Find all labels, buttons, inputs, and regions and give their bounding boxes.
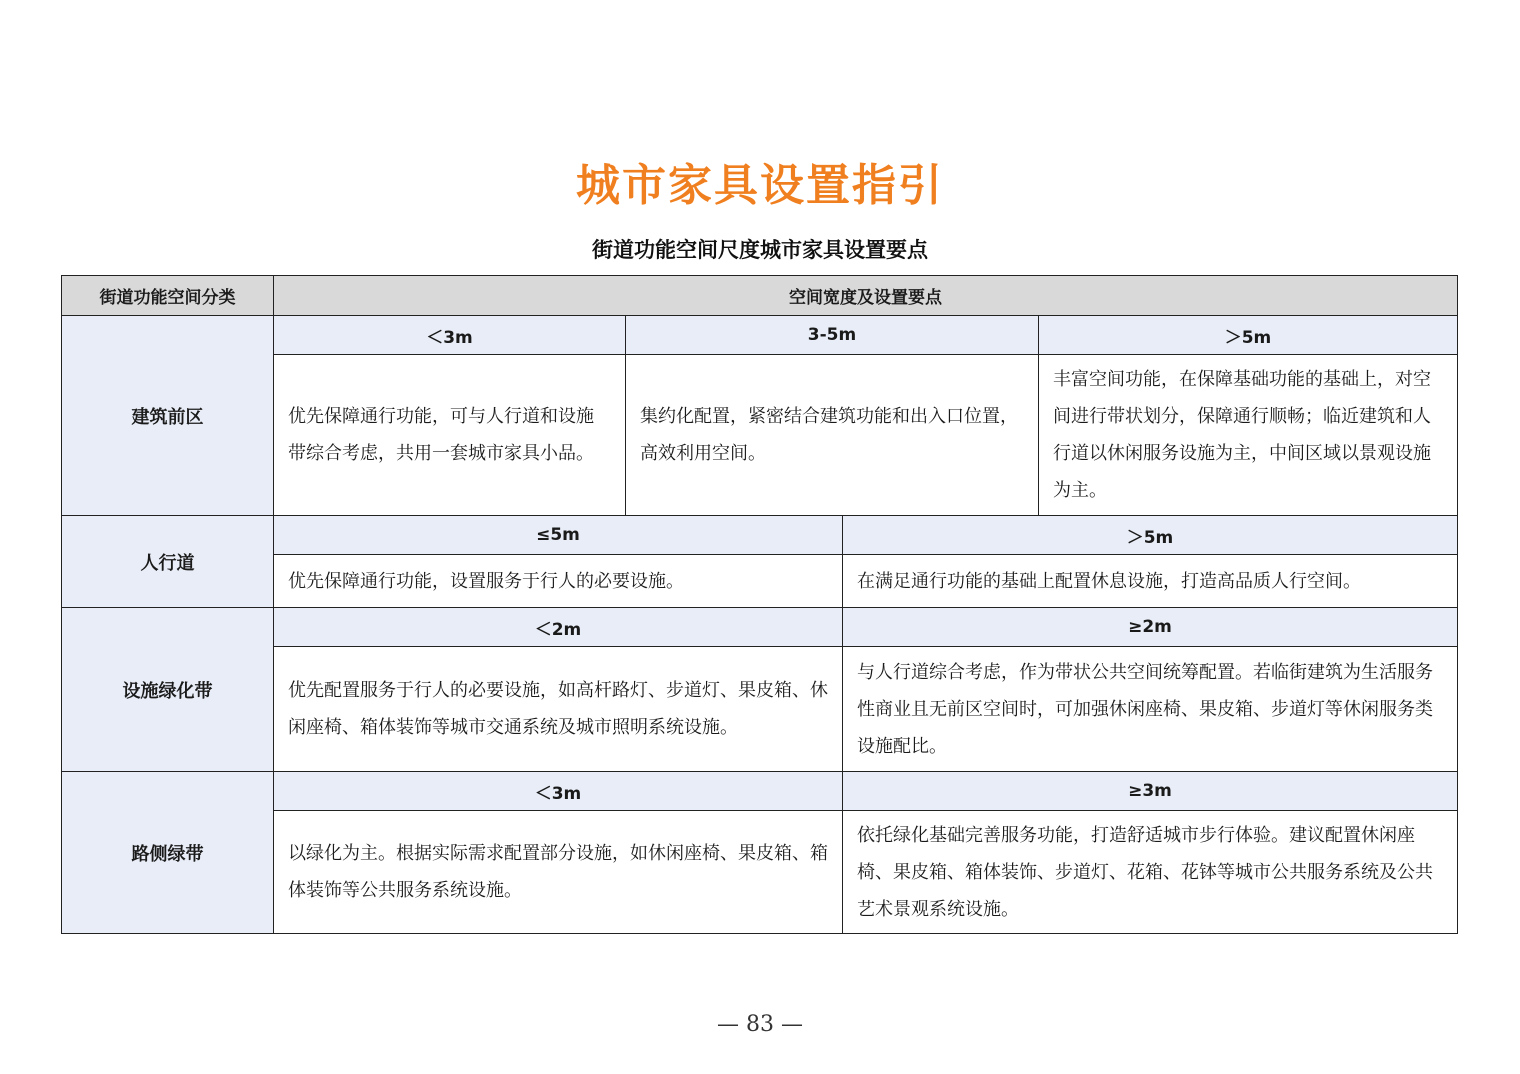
category-cell: 路侧绿带	[62, 772, 274, 934]
table-row	[62, 772, 1458, 811]
table-row	[62, 516, 1458, 555]
width-cell: 3-5m	[626, 316, 1039, 355]
header-category: 街道功能空间分类	[62, 276, 274, 316]
category-cell: 建筑前区	[62, 316, 274, 516]
text-cell: 集约化配置，紧密结合建筑功能和出入口位置，高效利用空间。	[626, 355, 1039, 516]
width-cell: ≤5m	[274, 516, 843, 555]
width-cell: ＜3m	[274, 772, 843, 811]
header-points: 空间宽度及设置要点	[274, 276, 1458, 316]
text-cell: 以绿化为主。根据实际需求配置部分设施，如休闲座椅、果皮箱、箱体装饰等公共服务系统设施。	[274, 811, 843, 934]
page-title: 城市家具设置指引	[576, 160, 944, 211]
guideline-table	[61, 275, 1458, 934]
text-cell: 优先保障通行功能，可与人行道和设施带综合考虑，共用一套城市家具小品。	[274, 355, 626, 516]
width-cell: ＞5m	[843, 516, 1458, 555]
width-cell: ＜2m	[274, 608, 843, 647]
category-cell: 人行道	[62, 516, 274, 608]
width-cell: ≥2m	[843, 608, 1458, 647]
width-cell: ＞5m	[1039, 316, 1458, 355]
table-row	[62, 316, 1458, 355]
table-title: 街道功能空间尺度城市家具设置要点	[592, 238, 928, 262]
table-row	[62, 608, 1458, 647]
page-number: — 83 —	[717, 1012, 803, 1037]
text-cell: 丰富空间功能，在保障基础功能的基础上，对空间进行带状划分，保障通行顺畅；临近建筑和人行道以休闲服务设施为主，中间区域以景观设施为主。	[1039, 355, 1458, 516]
text-cell: 优先保障通行功能，设置服务于行人的必要设施。	[274, 555, 843, 608]
category-cell: 设施绿化带	[62, 608, 274, 772]
text-cell: 与人行道综合考虑，作为带状公共空间统筹配置。若临街建筑为生活服务性商业且无前区空间时，可加强休闲座椅、果皮箱、步道灯等休闲服务类设施配比。	[843, 647, 1458, 772]
text-cell: 优先配置服务于行人的必要设施，如高杆路灯、步道灯、果皮箱、休闲座椅、箱体装饰等城市交通系统及城市照明系统设施。	[274, 647, 843, 772]
text-cell: 在满足通行功能的基础上配置休息设施，打造高品质人行空间。	[843, 555, 1458, 608]
width-cell: ≥3m	[843, 772, 1458, 811]
width-cell: ＜3m	[274, 316, 626, 355]
text-cell: 依托绿化基础完善服务功能，打造舒适城市步行体验。建议配置休闲座椅、果皮箱、箱体装饰、步道灯、花箱、花钵等城市公共服务系统及公共艺术景观系统设施。	[843, 811, 1458, 934]
